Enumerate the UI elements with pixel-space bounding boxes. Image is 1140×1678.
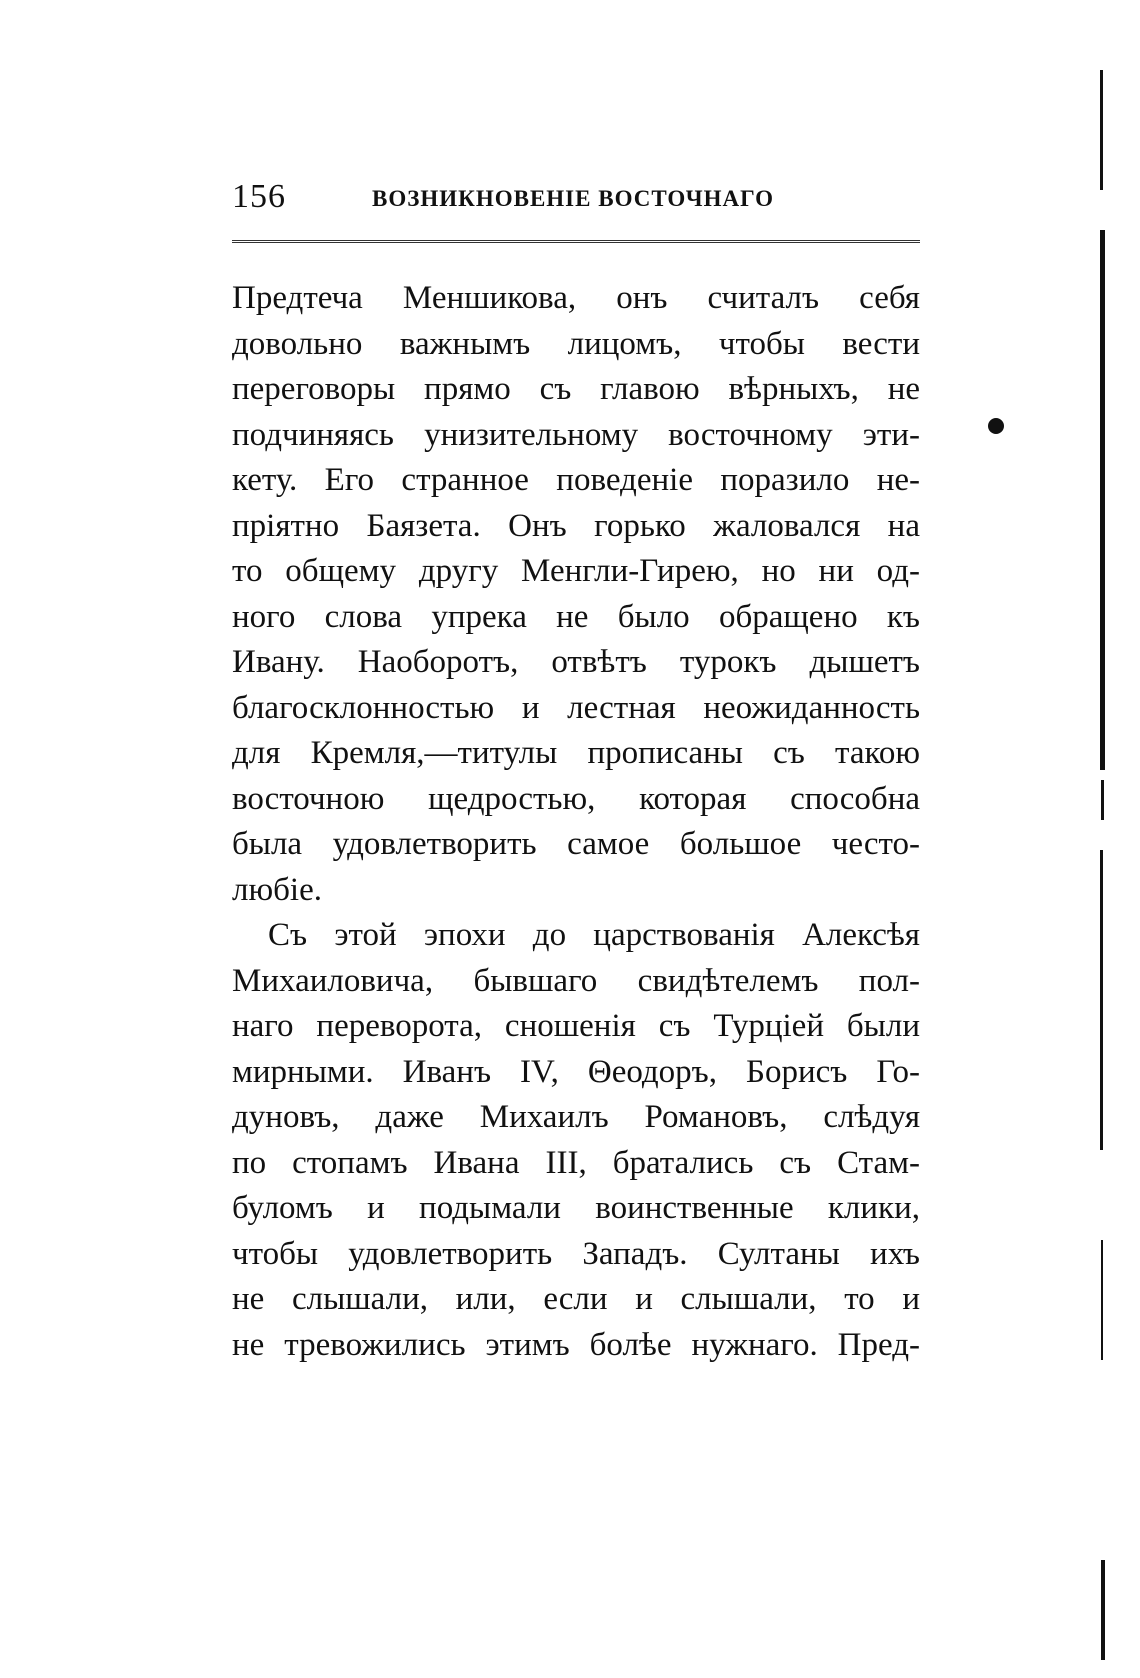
running-title: ВОЗНИКНОВЕНІЕ ВОСТОЧНАГО [372,186,775,211]
text-line: Съ этой эпохи до царствованія Алексѣя [268,917,920,953]
text-line: не тревожились этимъ болѣе нужнаго. Пред- [232,1326,920,1363]
text-line: не слышали, или, если и слышали, то и [232,1281,920,1317]
text-line: Михаиловича, бывшаго свидѣтелемъ пол- [232,962,920,999]
text-line: ного слова упрека не было обращено къ [232,598,920,635]
text-line: по стопамъ Ивана III, братались съ Стам- [232,1144,920,1181]
text-line: буломъ и подымали воинственные клики, [232,1190,920,1226]
paragraph-2 [232,913,920,1368]
scan-edge-mark [1101,780,1104,820]
text-line: для Кремля,—титулы прописаны съ такою [232,735,920,771]
paragraph-1 [232,276,920,913]
text-line: довольно важнымъ лицомъ, чтобы вести [232,325,920,362]
scan-edge-mark [1100,850,1103,1150]
text-line: любіе. [232,871,322,908]
ink-spot [988,418,1004,434]
text-line: наго переворота, сношенія съ Турціей были [232,1008,920,1044]
page-number: 156 [232,178,286,215]
scan-edge-mark [1100,70,1103,190]
text-line: переговоры прямо съ главою вѣрныхъ, не [232,371,920,407]
text-line: восточною щедростью, которая способна [232,780,920,817]
text-line: Ивану. Наоборотъ, отвѣтъ турокъ дышетъ [232,644,920,680]
header-rule [232,240,920,243]
text-line: кету. Его странное поведеніе поразило не- [232,462,920,498]
scan-edge-mark [1101,1560,1105,1660]
text-line: то общему другу Менгли-Гирею, но ни од- [232,553,920,589]
text-line: подчиняясь унизительному восточному эти- [232,416,920,453]
text-line: дуновъ, даже Михаилъ Романовъ, слѣдуя [232,1099,920,1135]
text-line: пріятно Баязета. Онъ горько жаловался на [232,507,920,544]
text-line: Предтеча Меншикова, онъ считалъ себя [232,280,920,316]
running-header [232,178,922,218]
body-text [232,276,920,1368]
text-line: мирными. Иванъ IV, Θеодоръ, Борисъ Го- [232,1053,920,1090]
text-line: чтобы удовлетворить Западъ. Султаны ихъ [232,1235,920,1272]
text-line: благосклонностью и лестная неожиданность [232,689,920,726]
scan-edge-mark [1101,1240,1103,1360]
text-line: была удовлетворить самое большое често- [232,826,920,862]
scan-edge-mark [1100,230,1105,770]
